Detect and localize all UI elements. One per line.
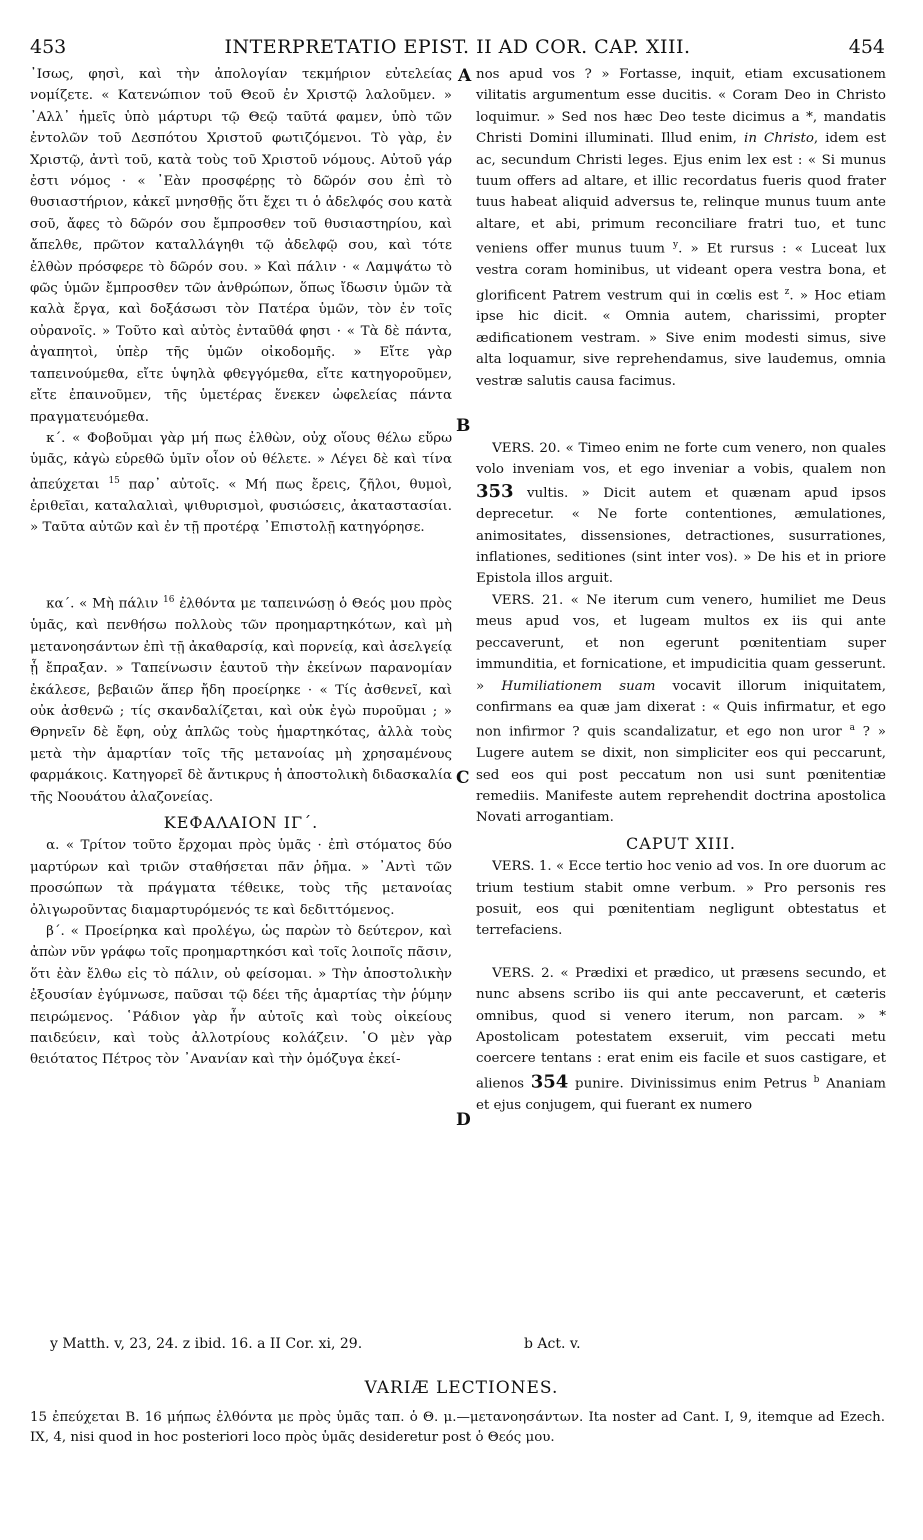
latin-verse-21: VERS. 21. « Ne iterum cum venero, humiliet me Deus meus apud vos, et lugeam multos ex iis qui ante peccaverunt, et non egerunt pœnitentiam super immunditia, et fornicatione, et impudicitia quam gesserunt. » Humiliationem suam vocavit illorum iniquitatem, confirmans ea quæ jam dixerat : « Quis infirmatur, et ego non infirmor ? quis scandalizatur, et ego non uror $^a$ ? » Lugere autem se dixit, non simpliciter eos qui peccarunt, sed eos qui post peccatum non usi sunt pœnitentiæ remediis. Manifeste autem reprehendit doctrina apostolica Novati arrogantiam. xyxy=(476,592,886,826)
latin-verse-1: VERS. 1. « Ecce tertio hoc venio ad vos. In ore duorum ac trium testium stabit omne verbum. » Pro personis res posuit, eos qui pœnitentiam negligunt obtestatus et terrefaciens. xyxy=(476,859,886,939)
variae-lectiones-heading: VARIÆ LECTIONES. xyxy=(364,1378,559,1398)
latin-chapter-heading: CAPUT XIII. xyxy=(626,833,736,853)
greek-paragraph: κα΄. « Μὴ πάλιν $^{16}$ ἐλθόντα με ταπεινώσῃ ὁ Θεός μου πρὸς ὑμᾶς, καὶ πενθήσω πολλοὺς τῶν προημαρτηκότων, καὶ μὴ μετανοησάντων ἐπὶ τῇ ἀκαθαρσίᾳ, καὶ πορνείᾳ, καὶ ἀσελγείᾳ ᾗ ἔπραξαν. » Ταπείνωσιν ἑαυτοῦ τὴν ἐκείνων παρανομίαν ἐκάλεσε, βεβαιῶν ἅπερ ἤδη προείρηκε · « Τίς ἀσθενεῖ, καὶ οὐκ ἀσθενῶ ; τίς σκανδαλίζεται, καὶ οὐκ ἐγὼ πυροῦμαι ; » Θρηνεῖν δὲ ἔφη, οὐχ ἁπλῶς τοὺς ἡμαρτηκότας, ἀλλὰ τοὺς μετὰ τὴν ἁμαρτίαν τοῖς τῆς μετανοίας μὴ χρησαμένους φαρμάκοις. Κατηγορεῖ δὲ ἄντικρυς ἡ ἀποστολικὴ διδασκαλία τῆς Νοουάτου ἀλαζονείας. xyxy=(30,595,452,805)
greek-paragraph: α. « Τρίτον τοῦτο ἔρχομαι πρὸς ὑμᾶς · ἐπὶ στόματος δύο μαρτύρων καὶ τριῶν σταθήσεται πᾶν ῥῆμα. » ᾽Αντὶ τῶν προσώπων τὰ πράγματα τέθεικε, τοὺς τῆς μετανοίας ὀλιγωροῦντας διαμαρτυρόμενός τε καὶ δεδιττόμενος. xyxy=(30,838,452,918)
greek-chapter-heading: ΚΕΦΑΛΑΙΟΝ ΙΓ΄. xyxy=(163,812,319,832)
latin-column xyxy=(476,64,886,1116)
footnotes xyxy=(30,1336,885,1360)
latin-verse-20: VERS. 20. « Timeo enim ne forte cum venero, non quales volo inveniam vos, et ego inveniar a vobis, qualem non 353 vultis. » Dicit autem et quænam apud ipsos deprecetur. « Ne forte contentiones, æmulationes, animositates, dissensiones, detractiones, susurrationes, inflationes, seditiones (sint inter vos). » De his et in priore Epistola illos arguit. xyxy=(476,441,886,587)
page-header xyxy=(30,36,885,60)
variae-lectiones-text: 15 ἐπεύχεται B. 16 μήπως ἐλθόντα με πρὸς ὑμᾶς ταπ. ὁ Θ. μ.—μετανοησάντων. Ita noster ad Cant. I, 9, itemque ad Ezech. IX, 4, nisi quod in hoc posteriori loco πρὸς ὑμᾶς desideretur post ὁ Θεός μου. xyxy=(30,1410,885,1445)
margin-letter-b: B xyxy=(456,416,471,436)
running-title: INTERPRETATIO EPIST. II AD COR. CAP. XIII. xyxy=(224,36,691,58)
margin-letter-d: D xyxy=(456,1110,471,1130)
greek-paragraph: β΄. « Προείρηκα καὶ προλέγω, ὡς παρὼν τὸ δεύτερον, καὶ ἀπὼν νῦν γράφω τοῖς προημαρτηκόσι καὶ τοῖς λοιποῖς πᾶσιν, ὅτι ἐὰν ἔλθω εἰς τὸ πάλιν, οὐ φείσομαι. » Τὴν ἀποστολικὴν ἐξουσίαν ἐγύμνωσε, παῦσαι τῷ δέει τῆς ἁμαρτίας τὴν ῥύμην πειρώμενος. ῾Ράδιον γὰρ ἦν αὐτοῖς καὶ τοὺς οἰκείους παιδεύειν, καὶ τοὺς ἀλλοτρίους κολάζειν. ῾Ο μὲν γὰρ θειότατος Πέτρος τὸν ᾽Ανανίαν καὶ τὴν ὁμόζυγα ἐκεί- xyxy=(30,923,452,1068)
margin-letter-c: C xyxy=(456,768,470,788)
greek-paragraph: κ΄. « Φοβοῦμαι γὰρ μή πως ἐλθὼν, οὐχ οἵους θέλω εὕρω ὑμᾶς, κἀγὼ εὑρεθῶ ὑμῖν οἷον οὐ θέλετε. » Λέγει δὲ καὶ τίνα ἀπεύχεται $^{15}$ παρ᾽ αὐτοῖς. « Μή πως ἔρεις, ζῆλοι, θυμοὶ, ἐριθεῖαι, καταλαλιαὶ, ψιθυρισμοὶ, φυσιώσεις, ἀκαταστασίαι. » Ταῦτα αὐτῶν καὶ ἐν τῇ προτέρᾳ ᾽Επιστολῇ κατηγόρησε. xyxy=(30,430,452,535)
margin-letter-a: A xyxy=(458,66,472,86)
greek-column xyxy=(30,64,452,1071)
page-number-right: 454 xyxy=(848,36,885,58)
greek-paragraph: ᾿Ισως, φησὶ, καὶ τὴν ἀπολογίαν τεκμήριον εὐτελείας νομίζετε. « Κατενώπιον τοῦ Θεοῦ ἐν Χριστῷ λαλοῦμεν. » ᾽Αλλ᾽ ἡμεῖς ὑπὸ μάρτυρι τῷ Θεῷ ταῦτά φαμεν, ὑπὸ τῶν ἐντολῶν τοῦ Δεσπότου Χριστοῦ φωτιζόμενοι. Τὸ γὰρ, ἐν Χριστῷ, ἀντὶ τοῦ, κατὰ τοὺς τοῦ Χριστοῦ νόμους. Αὐτοῦ γάρ ἐστι νόμος · « ᾽Εὰν προσφέρῃς τὸ δῶρόν σου ἐπὶ τὸ θυσιαστήριον, κἀκεῖ μνησθῇς ὅτι ἔχει τι ὁ ἀδελφός σου κατὰ σοῦ, ἄφες τὸ δῶρόν σου ἔμπροσθεν τοῦ θυσιαστηρίου, καὶ ἄπελθε, πρῶτον καταλλάγηθι τῷ ἀδελφῷ σου, καὶ τότε ἐλθὼν πρόσφερε τὸ δῶρόν σου. » Καὶ πάλιν · « Λαμψάτω τὸ φῶς ὑμῶν ἔμπροσθεν τῶν ἀνθρώπων, ὅπως ἴδωσιν ὑμῶν τὰ καλὰ ἔργα, καὶ δοξάσωσι τὸν Πατέρα ὑμῶν, τὸν ἐν τοῖς οὐρανοῖς. » Τοῦτο καὶ αὐτὸς ἐνταῦθά φησι · « Τὰ δὲ πάντα, ἀγαπητοὶ, ὑπὲρ τῆς ὑμῶν οἰκοδομῆς. » Εἴτε γὰρ ταπεινούμεθα, εἴτε ὑψηλὰ φθεγγόμεθα, εἴτε κατηγοροῦμεν, εἴτε ἐπαινοῦμεν, τῆς ὑμετέρας ἕνεκεν ὠφελείας πάντα πραγματευόμεθα. xyxy=(30,67,452,425)
footnote-right: b Act. v. xyxy=(524,1336,581,1352)
latin-paragraph: nos apud vos ? » Fortasse, inquit, etiam excusationem vilitatis argumentum esse ducitis. « Coram Deo in Christo loquimur. » Sed nos hæc Deo teste dicimus a *, mandatis Christi Domini illuminati. Illud enim, in Christo, idem est ac, secundum Christi leges. Ejus enim lex est : « Si munus tuum offers ad altare, et illic recordatus fueris quod frater tuus habeat aliquid adversus te, relinque munus tuum ante altare, et abi, primum reconciliare fratri tuo, et tunc veniens offer munus tuum $^y$. » Et rursus : « Luceat lux vestra coram hominibus, ut videant opera vestra bona, et glorificent Patrem vestrum qui in cœlis est $^z$. » Hoc etiam ipse hic dicit. « Omnia autem, charissimi, propter ædificationem vestram. » Sive enim modesti simus, sive alta loquamur, sive reprehendamus, sive laudemus, omnia vestræ salutis causa facimus. xyxy=(476,67,886,389)
footnote-left: y Matth. v, 23, 24. z ibid. 16. a II Cor. xi, 29. xyxy=(50,1336,363,1352)
latin-verse-2: VERS. 2. « Prædixi et prædico, ut præsens secundo, et nunc absens scribo iis qui ante peccaverunt, et cæteris omnibus, quod si venero iterum, non parcam. » * Apostolicam potestatem exseruit, vim peccati metu coercere tentans : erat enim eis facile et suos castigare, et alienos 354 punire. Divinissimus enim Petrus $^b$ Ananiam et ejus conjugem, qui fuerant ex numero xyxy=(476,965,886,1113)
page-number-left: 453 xyxy=(30,36,67,58)
